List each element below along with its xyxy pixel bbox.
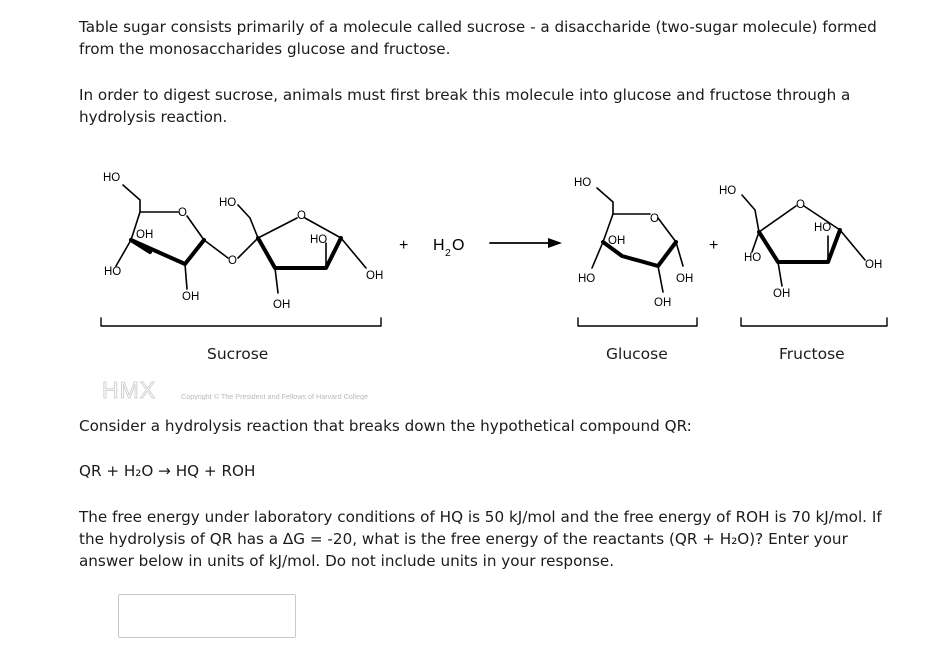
glucose-labels-oh-bottom-label: OH	[654, 297, 672, 309]
sucrose-glucose-labels-ho-left-label: HO	[104, 266, 122, 278]
glucose-labels-ho-top-label: HO	[574, 177, 592, 189]
question-prompt: The free energy under laboratory conditions of HQ is 50 kJ/mol and the free energy of ROH is 70 kJ/mol. If the hydrolysis of QR has a ΔG = -20, what is the free energy of the reactants (QR + H₂O)? Enter your answer below in units of kJ/mol. Do not include units in your response.	[79, 508, 882, 570]
hmx-logo: HMX	[102, 377, 157, 400]
sucrose-glucose-labels-bridge-o-label: O	[228, 255, 237, 267]
sucrose-glucose-ring	[116, 185, 228, 289]
fructose-labels-oh-bottom-label: OH	[773, 288, 791, 300]
answer-input[interactable]	[118, 594, 296, 638]
glucose-caption: Glucose	[606, 345, 668, 363]
glucose-labels-ho-left-label: HO	[578, 273, 596, 285]
sucrose-glucose-labels-ho-top-label: HO	[103, 172, 121, 184]
sucrose-fructose-labels-ho-right-label: HO	[310, 234, 328, 246]
question-intro: Consider a hydrolysis reaction that breaks down the hypothetical compound QR:	[79, 417, 692, 435]
sucrose-fructose-labels-oh-bottom-label: OH	[273, 299, 291, 311]
glucose-labels-ring-o-label: O	[650, 213, 659, 225]
product-plus: +	[709, 237, 719, 254]
sucrose-caption: Sucrose	[207, 345, 269, 363]
sucrose-fructose-labels-ho-top-label: HO	[219, 197, 237, 209]
reaction-equation: QR + H₂O → HQ + ROH	[79, 462, 256, 480]
fructose-labels-ring-o-label: O	[796, 199, 805, 211]
fructose-labels-ho-top-label: HO	[719, 185, 737, 197]
water-subscript: 2	[445, 247, 451, 259]
reaction-arrow-head	[548, 238, 562, 248]
glucose-labels-oh-label: OH	[608, 235, 626, 247]
fructose-caption: Fructose	[779, 345, 845, 363]
sucrose-hydrolysis-diagram	[0, 160, 932, 400]
fructose-labels-oh-right-label: OH	[865, 259, 883, 271]
water-o: O	[452, 237, 465, 254]
sucrose-glucose-labels-oh-label: OH	[136, 229, 154, 241]
sucrose-fructose-labels-ring-o-label: O	[297, 210, 306, 222]
glycosidic-bond	[238, 238, 258, 258]
sucrose-fructose-labels-oh-right-label: OH	[366, 270, 384, 282]
fructose-labels-ho-left-label: HO	[744, 252, 762, 264]
fructose-labels-ho-inner-label: HO	[814, 222, 832, 234]
glucose-labels-oh-right-label: OH	[676, 273, 694, 285]
sucrose-glucose-labels-ring-o-label: O	[178, 207, 187, 219]
reagent-plus: +	[399, 237, 409, 254]
water-h: H	[433, 237, 445, 254]
intro-paragraph-2: In order to digest sucrose, animals must first break this molecule into glucose and fructose through a hydrolysis reaction.	[79, 86, 851, 126]
intro-paragraph-1: Table sugar consists primarily of a molecule called sucrose - a disaccharide (two-sugar molecule) formed from the monosaccharides glucose and fructose.	[79, 18, 877, 58]
sucrose-glucose-labels-oh-bottom-label: OH	[182, 291, 200, 303]
glucose-ring	[592, 188, 683, 292]
copyright-notice: Copyright © The President and Fellows of Harvard College	[181, 392, 368, 400]
